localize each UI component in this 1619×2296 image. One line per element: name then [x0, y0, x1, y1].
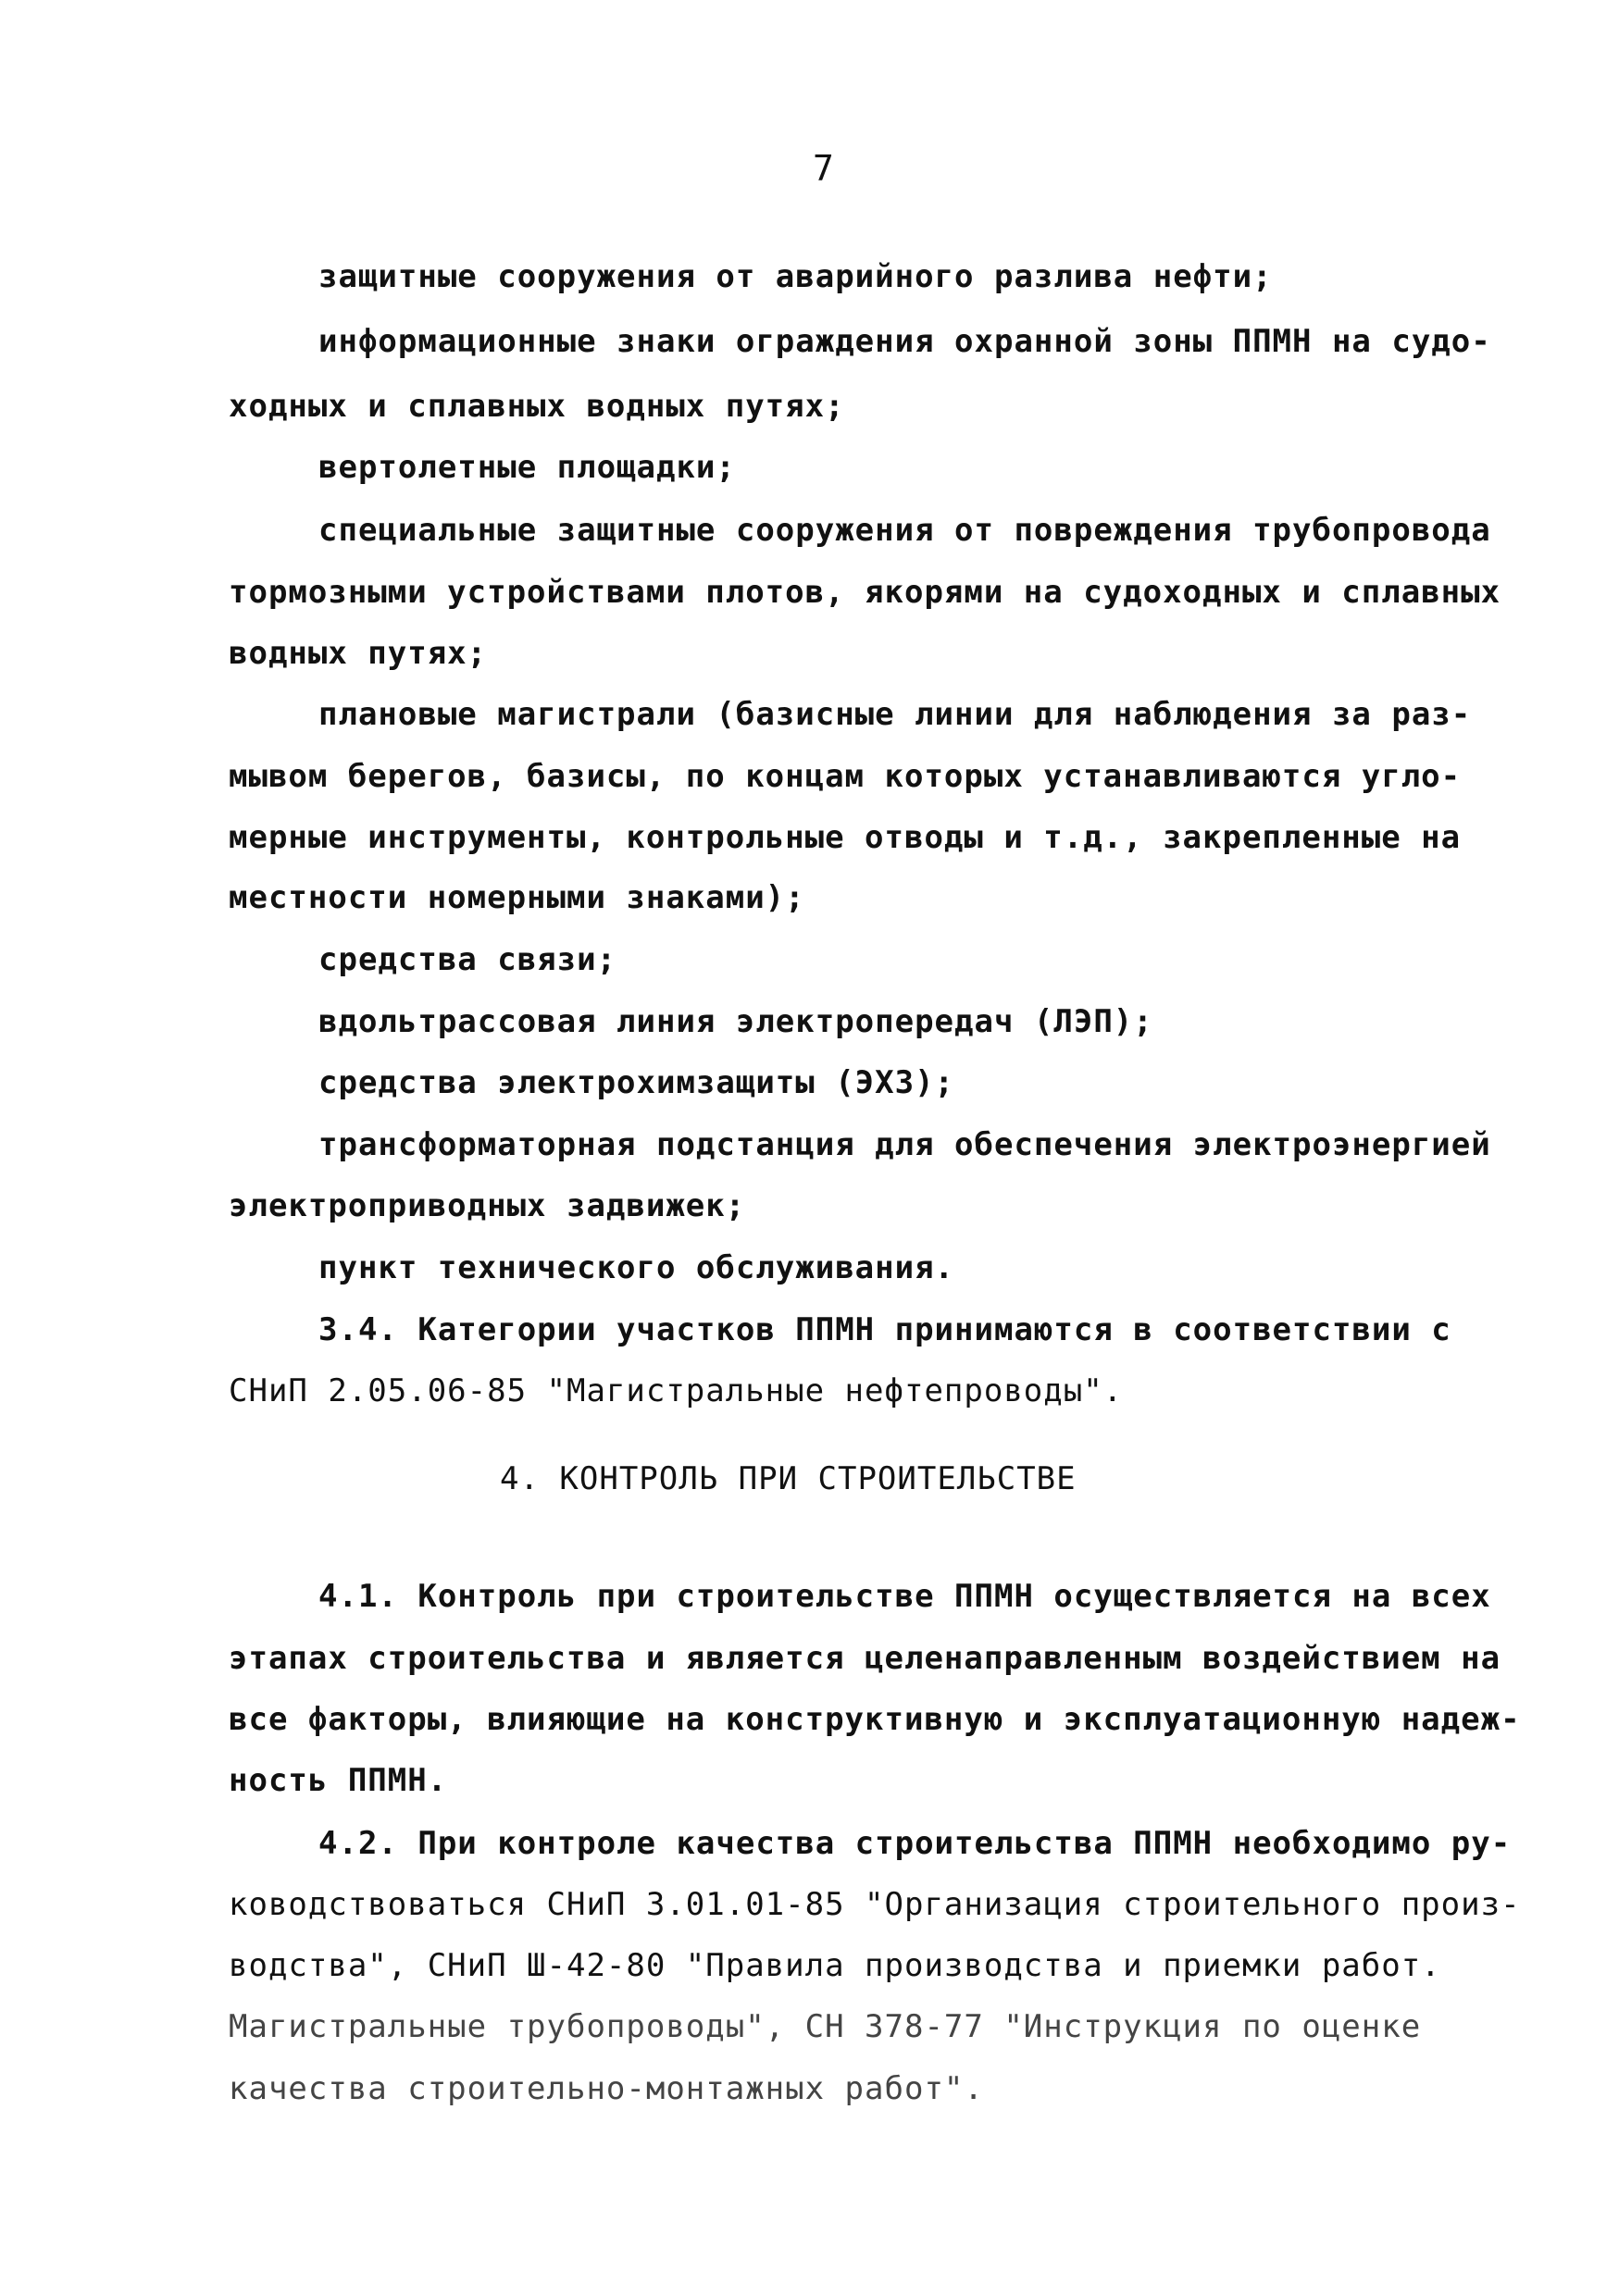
text-line: пункт технического обслуживания.: [318, 1249, 955, 1286]
text-line: плановые магистрали (базисные линии для наблюдения за раз-: [318, 696, 1472, 733]
text-line: ность ППМН.: [229, 1762, 448, 1799]
text-line: информационные знаки ограждения охранной зоны ППМН на судо-: [318, 323, 1491, 360]
text-line: вертолетные площадки;: [318, 449, 736, 486]
text-line: средства связи;: [318, 941, 617, 978]
text-line: специальные защитные сооружения от повреждения трубопровода: [318, 512, 1491, 549]
text-line: ходных и сплавных водных путях;: [229, 388, 845, 425]
page-number: 7: [813, 148, 834, 189]
text-line: местности номерными знаками);: [229, 879, 805, 916]
text-line: 4.2. При контроле качества строительства ППМН необходимо ру-: [318, 1825, 1512, 1862]
text-line: мывом берегов, базисы, по концам которых устанавливаются угло-: [229, 758, 1462, 795]
text-line: СНиП 2.05.06-85 "Магистральные нефтепроводы".: [229, 1372, 1124, 1409]
text-line: электроприводных задвижек;: [229, 1187, 746, 1224]
text-line: все факторы, влияющие на конструктивную и эксплуатационную надеж-: [229, 1701, 1521, 1738]
text-line: качества строительно-монтажных работ".: [229, 2070, 984, 2107]
text-line: водных путях;: [229, 635, 488, 672]
text-line: средства электрохимзащиты (ЭХЗ);: [318, 1064, 955, 1101]
text-line: 3.4. Категории участков ППМН принимаются в соответствии с: [318, 1311, 1451, 1348]
text-line: ководствоваться СНиП 3.01.01-85 "Организация строительного произ-: [229, 1886, 1521, 1923]
text-line: вдольтрассовая линия электропередач (ЛЭП);: [318, 1003, 1153, 1040]
text-line: Магистральные трубопроводы", СН 378-77 "Инструкция по оценке: [229, 2008, 1422, 2045]
section-heading: 4. КОНТРОЛЬ ПРИ СТРОИТЕЛЬСТВЕ: [500, 1460, 1077, 1497]
text-line: водства", СНиП Ш-42-80 "Правила производства и приемки работ.: [229, 1947, 1441, 1984]
text-line: защитные сооружения от аварийного разлива нефти;: [318, 258, 1273, 295]
text-line: трансформаторная подстанция для обеспечения электроэнергией: [318, 1126, 1491, 1163]
text-line: 4.1. Контроль при строительстве ППМН осуществляется на всех: [318, 1578, 1491, 1615]
text-line: мерные инструменты, контрольные отводы и т.д., закрепленные на: [229, 819, 1462, 856]
text-line: тормозными устройствами плотов, якорями на судоходных и сплавных: [229, 574, 1501, 611]
text-line: этапах строительства и является целенаправленным воздействием на: [229, 1640, 1501, 1677]
